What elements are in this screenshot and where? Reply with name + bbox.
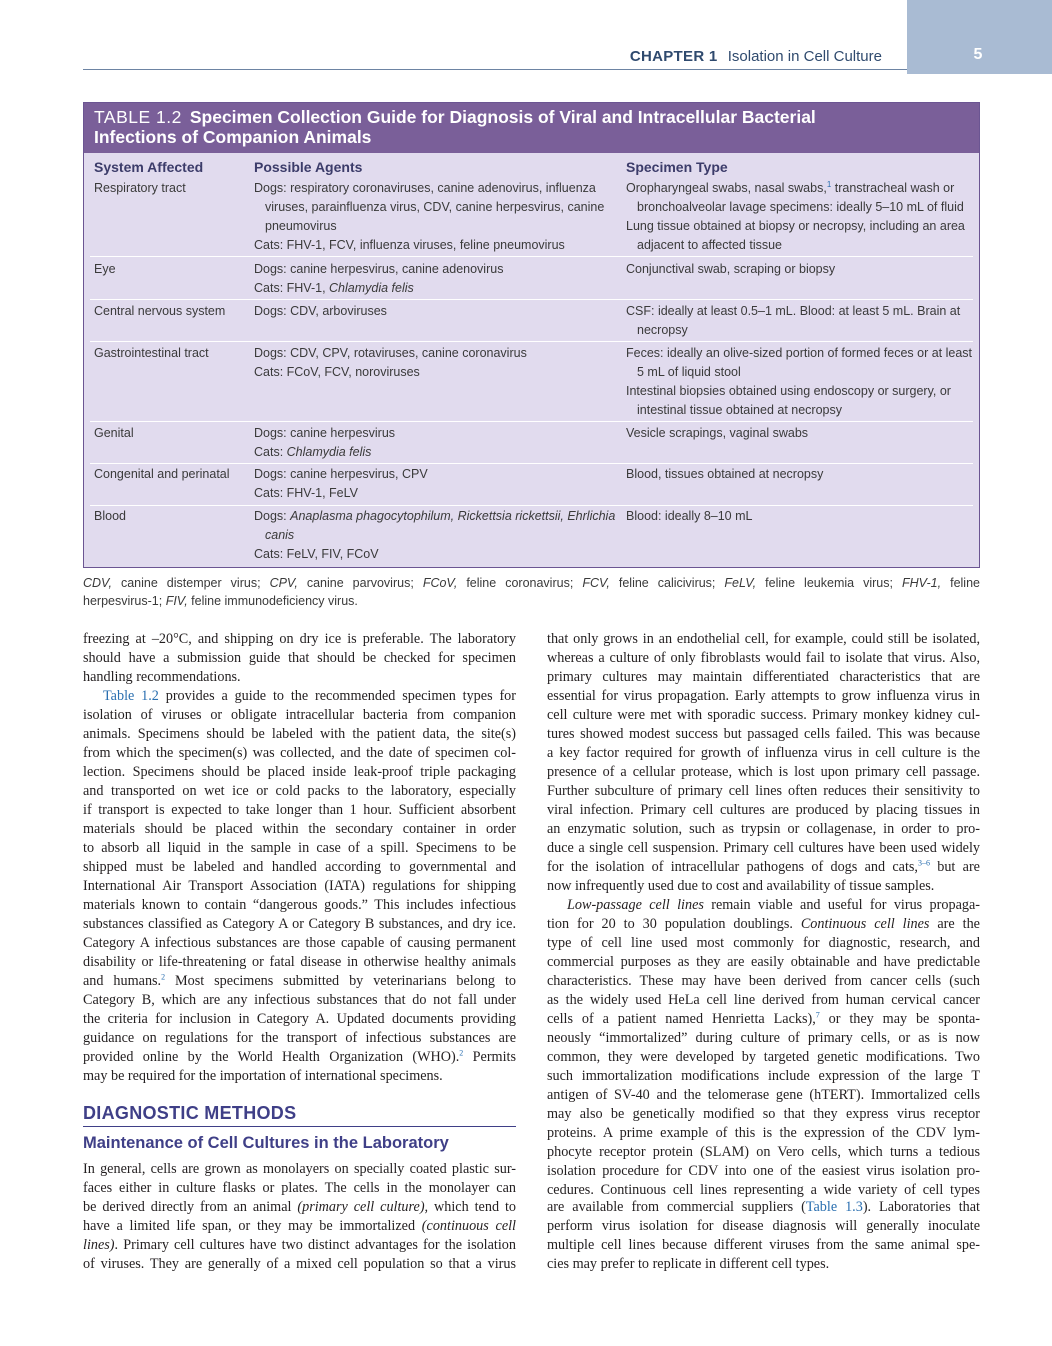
body-text: but are [929,859,980,875]
body-line: an enzymatic solution, such as trypsin or collagenase, in order to pro- [547,821,980,837]
body-line: isolation procedure for CDV into one of the easiest virus isolation pro- [547,1163,980,1179]
agents-line: Cats: FCoV, FCV, noroviruses [254,365,420,379]
body-line: of viruses. They are generally of a mixed cell population so that a virus [83,1256,516,1272]
agents-text: Dogs: [254,509,291,523]
body-line: primary cultures may maintain differentiated characteristics that are [547,669,980,685]
abbr: CPV, [269,576,298,590]
specimen-text: transtracheal wash or [831,181,955,195]
body-line: multiple cell lines because different viruses from the same animal spe- [547,1237,980,1253]
page-number: 5 [973,46,983,63]
body-line [83,1236,516,1255]
body-line: presence of a cellular protease, which is lost upon primary cell passage. [547,764,980,780]
specimen-line: bronchoalveolar lavage specimens: ideally 5–10 mL of fluid [637,200,964,214]
body-line: if transport is expected to take longer than 1 hour. Sufficient absorbent [83,802,516,818]
system-cell: Genital [94,426,134,440]
row-divider [90,256,973,257]
specimen-cell [626,179,966,255]
specimen-line: Blood, tissues obtained at necropsy [626,467,824,481]
agents-italic: Chlamydia felis [329,281,414,295]
body-italic: (continuous cell [421,1218,516,1234]
body-line [547,1010,980,1029]
abbr-def: feline immunodeficiency virus. [187,594,358,608]
agents-line: Cats: FHV-1, FCV, influenza viruses, feline pneumovirus [254,238,565,252]
column-header-specimen: Specimen Type [626,159,728,175]
agents-italic: Anaplasma phagocytophilum, Rickettsia rickettsii, Ehrlichia [290,509,616,523]
body-line: guidance on regulations for the transport of infectious substances are [83,1030,516,1046]
abbr-def: feline calicivirus; [609,576,725,590]
agents-line [254,507,616,526]
table-1-2-link[interactable]: Table 1.2 [103,688,159,704]
body-line [83,1198,516,1217]
body-line: cedures. Continuous cell lines representing a wide variety of cell types [547,1182,980,1198]
body-line: proteins. A prime example of this is the expression of the CDV lym- [547,1125,980,1141]
row-divider [90,421,973,422]
abbr: FCoV, [422,576,458,590]
body-line: shipped must be labeled and handled according to governmental and [83,859,516,875]
body-line: to absorb all liquid in the sample in case of a spill. Specimens to be [83,840,516,856]
agents-cell [254,179,604,255]
body-line: lection. Specimens should be placed inside leak-proof triple packaging [83,764,516,780]
specimen-line: Blood: ideally 8–10 mL [626,509,753,523]
agents-cell [254,344,604,382]
body-line: Further subculture of primary cell lines often reduces their sensitivity to [547,783,980,799]
body-line: such immortalization modifications include expression of the large T [547,1068,980,1084]
body-line: In general, cells are grown as monolayers on specially coated plastic sur- [83,1161,516,1177]
body-line: disability or life-threatening or fatal disease in otherwise healthy animals [83,954,516,970]
body-line: cies may prefer to replicate in different cell types. [547,1256,830,1272]
agents-line: pneumovirus [265,219,337,233]
body-line [547,1198,980,1217]
agents-line [254,279,604,298]
specimen-line: Lung tissue obtained at biopsy or necropsy, including an area [626,219,965,233]
body-line [103,687,516,706]
body-text: provides a guide to the recommended specimen types for [158,688,516,704]
body-text: Most specimens submitted by veterinarians belong to [165,973,516,989]
agents-text: Cats: FHV-1, [254,281,330,295]
specimen-cell [626,424,966,443]
body-text: be derived directly from an animal [83,1199,298,1215]
specimen-line: Feces: ideally an olive-sized portion of formed feces or at least [626,346,973,360]
body-italic: lines) [83,1237,115,1253]
specimen-line: Vesicle scrapings, vaginal swabs [626,426,809,440]
body-line: viral infection. Primary cell cultures are produced by placing tissues in [547,802,980,818]
specimen-line: CSF: ideally at least 0.5–1 mL. Blood: at least 5 mL. Brain at [626,304,961,318]
body-italic: Continuous cell lines [800,916,930,932]
body-text: have a limited life span, or they may be immortalized [83,1218,422,1234]
body-text: are available from commercial suppliers ( [547,1199,806,1215]
body-line [83,1048,516,1067]
row-divider [90,341,973,342]
system-cell: Eye [94,262,116,276]
agents-italic: canis [265,528,295,542]
body-line: may be required for the importation of international specimens. [83,1068,443,1084]
body-line: Category A infectious substances are those capable of causing permanent [83,935,516,951]
header-rule [83,69,907,70]
agents-line: Dogs: canine herpesvirus [254,426,396,440]
body-text: Permits [463,1049,516,1065]
body-line: should have a submission guide that should be checked for specimen [83,650,516,666]
body-italic: Low-passage cell lines [567,897,704,913]
specimen-text: Oropharyngeal swabs, nasal swabs, [626,181,827,195]
body-text: tion for 20 to 30 population doublings. [547,916,801,932]
agents-cell [254,302,604,321]
table-label: TABLE 1.2 [94,107,182,127]
body-line: animals. Specimens should be labeled with the patient data, the site(s) [83,726,516,742]
specimen-cell [626,344,973,420]
abbr-def: feline coronavirus; [457,576,583,590]
body-line: as the widely used HeLa cell line derived from human cervical cancer [547,992,980,1008]
body-text: and humans. [83,973,162,989]
reference-superscript[interactable]: 2 [161,972,166,982]
section-rule [83,1126,516,1127]
agents-cell [254,424,604,462]
subsection-heading: Maintenance of Cell Cultures in the Laboratory [83,1134,449,1152]
body-line: faces either in culture flasks or plates. The cells in the monolayer can [83,1180,516,1196]
specimen-line: necropsy [637,323,688,337]
agents-text: Cats: [254,445,287,459]
body-text: or they may be sponta- [819,1011,981,1027]
body-line: and transported on wet ice or cold packs to the laboratory, especially [83,783,516,799]
specimen-cell [626,507,966,526]
specimen-line: Conjunctival swab, scraping or biopsy [626,262,836,276]
row-divider [90,299,973,300]
abbr-def: canine parvovirus; [297,576,423,590]
body-line: whereas a culture of only fibroblasts would fail to isolate that virus. Also, [547,650,980,666]
agents-line: Dogs: CDV, CPV, rotaviruses, canine coronavirus [254,346,527,360]
agents-cell [254,260,604,298]
footnote-line [83,574,980,592]
row-divider [90,463,973,464]
chapter-title: Isolation in Cell Culture [727,48,882,65]
abbr-def: feline [941,576,980,590]
agents-line [254,443,604,462]
column-header-system: System Affected [94,159,204,175]
system-cell: Respiratory tract [94,181,186,195]
agents-line: Cats: FHV-1, FeLV [254,486,358,500]
abbr: FHV-1, [901,576,942,590]
agents-line: Dogs: canine herpesvirus, CPV [254,467,428,481]
body-text: remain viable and useful for virus propaga- [703,897,980,913]
system-cell: Congenital and perinatal [94,467,230,481]
reference-superscript[interactable]: 3–6 [917,858,930,868]
specimen-line [626,179,966,198]
footnote-line [83,592,980,610]
body-line: isolation of viruses or obligate intracellular bacteria from companion [83,707,516,723]
body-line: materials known to contain “dangerous goods.” This includes infectious [83,897,516,913]
body-line: characteristics. These may have been derived from cancer cells (such [547,973,980,989]
body-line: that only grows in an endothelial cell, for example, could still be isolated, [547,631,980,647]
column-header-agents: Possible Agents [254,159,363,175]
body-line: substances classified as Category A or Category B substances, and dry ice. [83,916,516,932]
agents-line: Dogs: respiratory coronaviruses, canine adenovirus, influenza [254,181,596,195]
agents-cell [254,507,616,564]
specimen-line: intestinal tissue obtained at necropsy [637,403,842,417]
body-text: are the [929,916,980,932]
table-title [84,103,979,153]
body-line: type of cell line used most commonly for diagnostic, research, and [547,935,980,951]
body-line: common, they were developed by targeted genetic modifications. Two [547,1049,980,1065]
specimen-cell [626,302,966,340]
body-line [567,896,980,915]
body-line: the criteria for inclusion in Category A. Updated documents providing [83,1011,516,1027]
body-text: provided online by the World Health Organization (WHO). [83,1049,460,1065]
body-line: freezing at –20°C, and shipping on dry ice is preferable. The laboratory [83,631,516,647]
agents-cell [254,465,604,503]
body-line: neously “immortalized” during culture of primary cells, or as is now [547,1030,980,1046]
system-cell: Blood [94,509,126,523]
body-line: International Air Transport Association (IATA) regulations for shipping [83,878,516,894]
specimen-line: Intestinal biopsies obtained using endoscopy or surgery, or [626,384,951,398]
specimen-cell [626,465,966,484]
body-line: commercial purposes as they are easily obtainable and have predictable [547,954,980,970]
body-line: essential for virus propagation. Early attempts to grow influenza virus in [547,688,980,704]
body-line [547,858,980,877]
body-line: from which the specimen(s) was collected, and the date of specimen col- [83,745,516,761]
agents-italic: Chlamydia felis [286,445,372,459]
body-italic: (primary cell culture), [297,1199,429,1215]
reference-superscript[interactable]: 7 [815,1010,820,1020]
body-line: may also be genetically modified so that they express virus receptor [547,1106,980,1122]
body-line: duce a single cell suspension. Primary cell cultures have been used widely [547,840,980,856]
body-line [83,972,516,991]
reference-superscript[interactable]: 2 [459,1048,464,1058]
specimen-table [83,102,980,568]
body-line [83,1217,516,1236]
body-line: now infrequently used due to cost and availability of tissue samples. [547,878,935,894]
body-line: a key factor required for growth of influenza virus in cell culture is the [547,745,980,761]
abbr: FeLV, [724,576,757,590]
body-text: ). Laboratories that [862,1199,980,1215]
body-line [547,915,980,934]
body-line: handling recommendations. [83,669,241,685]
agents-line: Dogs: canine herpesvirus, canine adenovirus [254,262,504,276]
specimen-cell [626,260,966,279]
chapter-label: CHAPTER 1 [629,48,718,65]
agents-line: Dogs: CDV, arboviruses [254,304,387,318]
abbr: FCV, [582,576,610,590]
agents-line [254,526,604,545]
abbr-def: feline leukemia virus; [756,576,902,590]
agents-line: viruses, parainfluenza virus, CDV, canine herpesvirus, canine [265,200,605,214]
row-divider [90,505,973,506]
running-header [630,48,882,65]
body-line: tures showed modest success but passaged cells failed. This was because [547,726,980,742]
body-line: perform virus isolation for disease diagnosis will generally inoculate [547,1218,980,1234]
body-line: antigen of SV-40 and the telomerase gene (hTERT). Immortalized cells [547,1087,980,1103]
specimen-line: 5 mL of liquid stool [637,365,741,379]
body-text: . Primary cell cultures have two distinct advantages for the isolation [114,1237,516,1253]
body-line: materials should be placed within the secondary container in order [83,821,516,837]
abbr-def: canine distemper virus; [111,576,270,590]
abbr-def: herpesvirus-1; [83,594,166,608]
table-1-3-link[interactable]: Table 1.3 [805,1199,863,1215]
abbr: FIV, [165,594,188,608]
system-cell: Central nervous system [94,304,226,318]
system-cell: Gastrointestinal tract [94,346,209,360]
section-heading: DIAGNOSTIC METHODS [83,1103,297,1123]
body-text: for the isolation of intracellular pathogens of dogs and cats, [547,859,918,875]
body-line: phocyte receptor protein (SLAM) on Vero cells, which turns a tedious [547,1144,980,1160]
body-text: which tend to [428,1199,516,1215]
table-footnote [83,574,980,610]
agents-line: Cats: FeLV, FIV, FCoV [254,547,379,561]
table-title-line-2: Infections of Companion Animals [94,127,372,147]
body-line: Category B, which are any infectious substances that do not fall under [83,992,516,1008]
abbr: CDV, [83,576,112,590]
table-title-line-1: Specimen Collection Guide for Diagnosis of Viral and Intracellular Bacterial [189,107,816,127]
reference-superscript[interactable]: 1 [826,179,832,189]
specimen-line: adjacent to affected tissue [637,238,783,252]
body-text: cells of a patient named Henrietta Lacks), [547,1011,816,1027]
body-line: cell culture were met with sporadic success. Primary monkey kidney cul- [547,707,980,723]
